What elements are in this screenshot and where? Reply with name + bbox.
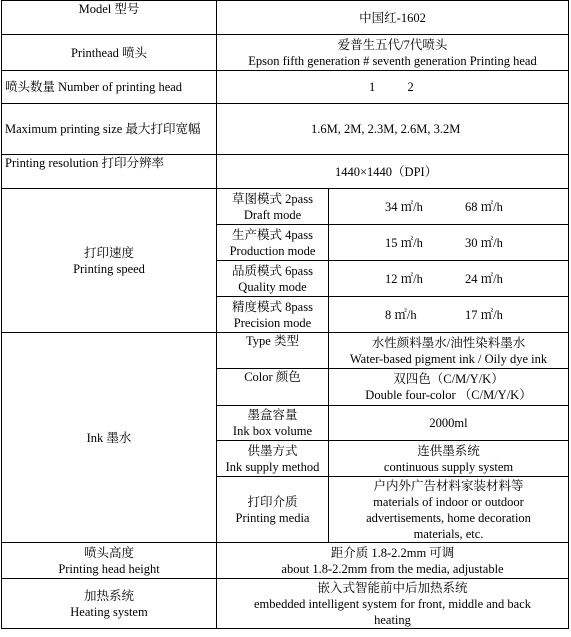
- ink-volume-label-cn: 墨盒容量: [247, 408, 298, 422]
- ink-type-en: Water-based pigment ink / Oily dye ink: [349, 351, 548, 366]
- speed-mode-cn: 品质模式 6pass: [232, 263, 313, 278]
- ink-media-cn: 户内外广告材料家装材料等: [373, 478, 524, 493]
- heating-en-1: embedded intelligent system for front, middle and back: [254, 596, 532, 611]
- ink-media-en-2: advertisements, home decoration: [366, 510, 531, 525]
- row-resolution: [2, 155, 569, 189]
- heating-cn: 嵌入式智能前中后加热系统: [317, 580, 468, 595]
- head-count-v2: 2: [407, 80, 414, 94]
- heating-en-2: heating: [374, 612, 411, 627]
- speed-v1: 15 ㎡/h: [385, 235, 423, 250]
- row-ink-type: [2, 333, 569, 369]
- printhead-label: Printhead 喷头: [2, 35, 217, 71]
- resolution-label: Printing resolution 打印分辨率: [2, 155, 217, 189]
- speed-mode-en: Quality mode: [238, 279, 307, 294]
- ink-volume-value: 2000ml: [329, 406, 569, 441]
- ink-type-value: [329, 333, 569, 369]
- ink-color-cn: 双四色（C/M/Y/K）: [393, 372, 504, 386]
- model-label: Model 型号: [2, 1, 217, 35]
- speed-mode-en: Draft mode: [243, 207, 302, 222]
- speed-mode-en: Production mode: [229, 243, 316, 258]
- head-count-v1: 1: [369, 80, 376, 94]
- speed-label-cn: 打印速度: [83, 245, 134, 260]
- ink-media-value: [329, 477, 569, 543]
- speed-v1: 12 ㎡/h: [385, 271, 423, 286]
- head-height-cn: 距介质 1.8-2.2mm 可调: [330, 545, 455, 560]
- speed-v2: 68 ㎡/h: [465, 199, 503, 214]
- ink-color-value: [329, 369, 569, 406]
- row-speed-draft: [2, 189, 569, 225]
- row-head-height: [2, 543, 569, 579]
- speed-v2: 30 ㎡/h: [465, 235, 503, 250]
- speed-label: [2, 189, 217, 333]
- ink-media-label-cn: 打印介质: [247, 494, 298, 509]
- speed-mode-draft: [217, 189, 329, 225]
- ink-media-en-1: materials of indoor or outdoor: [373, 494, 524, 509]
- ink-supply-label: [217, 441, 329, 477]
- speed-mode-cn: 生产模式 4pass: [232, 227, 313, 242]
- ink-supply-value: [329, 441, 569, 477]
- row-model: [2, 1, 569, 35]
- heating-value: [217, 579, 569, 629]
- speed-values-draft: [329, 189, 569, 225]
- row-heating: [2, 579, 569, 629]
- ink-media-label-en: Printing media: [235, 510, 310, 525]
- heating-label: [2, 579, 217, 629]
- model-value: 中国红-1602: [217, 1, 569, 35]
- ink-supply-label-cn: 供墨方式: [247, 443, 298, 458]
- ink-color-label: Color 颜色: [217, 369, 329, 406]
- speed-mode-cn: 精度模式 8pass: [232, 299, 313, 314]
- row-printhead: [2, 35, 569, 71]
- speed-label-en: Printing speed: [73, 261, 145, 276]
- speed-v2: 24 ㎡/h: [465, 271, 503, 286]
- speed-values-production: [329, 225, 569, 261]
- speed-mode-cn: 草图模式 2pass: [232, 191, 313, 206]
- speed-v1: 34 ㎡/h: [385, 199, 423, 214]
- head-height-en: about 1.8-2.2mm from the media, adjustable: [281, 561, 504, 576]
- head-height-label-en: Printing head height: [58, 561, 160, 576]
- ink-volume-label: [217, 406, 329, 441]
- ink-supply-en: continuous supply system: [383, 459, 514, 474]
- printhead-value-en: Epson fifth generation # seventh generation Printing head: [248, 53, 537, 68]
- ink-supply-cn: 连供墨系统: [417, 443, 480, 458]
- speed-v1: 8 ㎡/h: [385, 307, 417, 322]
- head-height-label-cn: 喷头高度: [83, 545, 134, 560]
- head-height-label: [2, 543, 217, 579]
- speed-mode-en: Precision mode: [233, 315, 312, 330]
- speed-mode-quality: [217, 261, 329, 297]
- speed-values-quality: [329, 261, 569, 297]
- ink-type-cn: 水性颜料墨水/油性染料墨水: [371, 335, 526, 350]
- head-count-value: [217, 71, 569, 104]
- speed-values-precision: [329, 297, 569, 333]
- max-size-label: Maximum printing size 最大打印宽幅: [2, 104, 217, 155]
- speed-mode-precision: [217, 297, 329, 333]
- printhead-value: [217, 35, 569, 71]
- row-max-size: [2, 104, 569, 155]
- spec-table: [1, 0, 569, 629]
- ink-type-label: Type 类型: [217, 333, 329, 369]
- printhead-value-cn: 爱普生五代/7代喷头: [337, 37, 448, 52]
- head-count-label: 喷头数量 Number of printing head: [2, 71, 217, 104]
- max-size-value: 1.6M, 2M, 2.3M, 2.6M, 3.2M: [217, 104, 569, 155]
- ink-media-en-3: materials, etc.: [413, 526, 484, 541]
- head-height-value: [217, 543, 569, 579]
- speed-mode-production: [217, 225, 329, 261]
- resolution-value: 1440×1440（DPI）: [217, 155, 569, 189]
- ink-supply-label-en: Ink supply method: [225, 459, 320, 474]
- ink-label: Ink 墨水: [2, 333, 217, 543]
- speed-v2: 17 ㎡/h: [465, 307, 503, 322]
- heating-label-en: Heating system: [70, 604, 148, 619]
- ink-volume-label-en: Ink box volume: [232, 424, 313, 438]
- heating-label-cn: 加热系统: [83, 588, 134, 603]
- ink-color-en: Double four-color （C/M/Y/K）: [365, 388, 532, 402]
- ink-media-label: [217, 477, 329, 543]
- row-head-count: [2, 71, 569, 104]
